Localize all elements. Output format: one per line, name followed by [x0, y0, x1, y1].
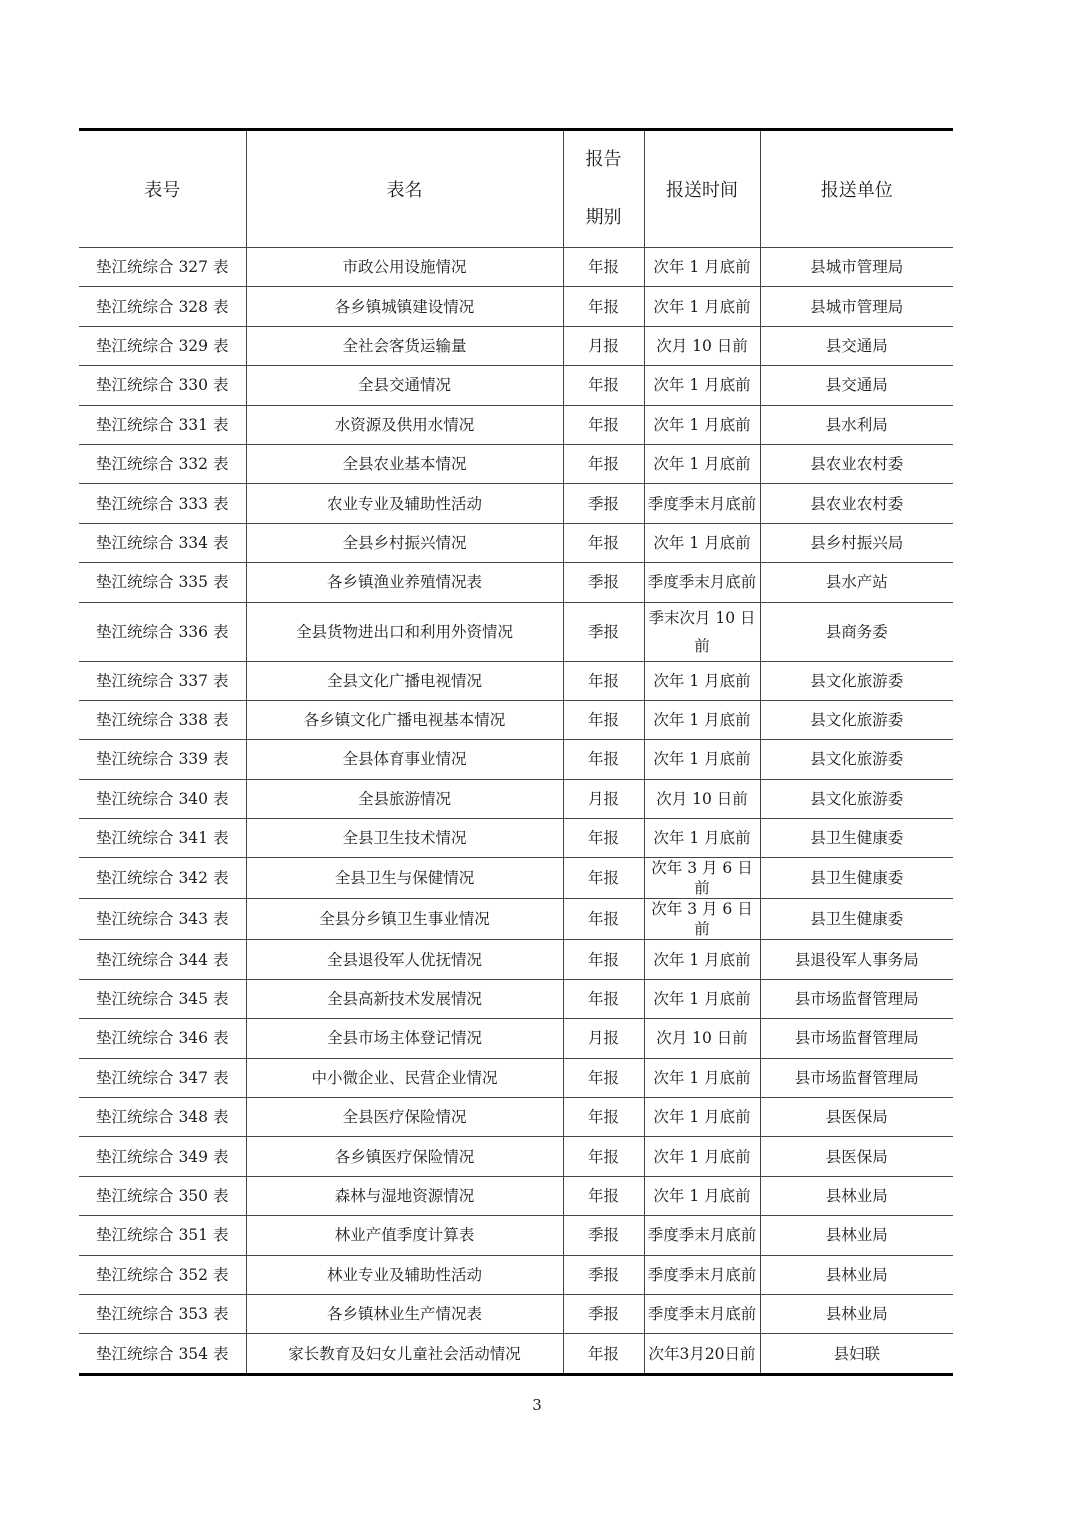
- cell-deadline: 次年 1 月底前: [644, 700, 760, 739]
- cell-form-no: 垫江统综合 342 表: [79, 858, 246, 899]
- cell-form-no: 垫江统综合 331 表: [79, 405, 246, 444]
- cell-form-name: 全县分乡镇卫生事业情况: [246, 899, 563, 940]
- cell-form-name: 家长教育及妇女儿童社会活动情况: [246, 1334, 563, 1374]
- cell-period: 年报: [563, 248, 644, 287]
- cell-form-no: 垫江统综合 344 表: [79, 940, 246, 979]
- header-form-no: 表号: [79, 130, 246, 248]
- cell-deadline: 次年 1 月底前: [644, 740, 760, 779]
- page-number: 3: [532, 1396, 542, 1414]
- cell-unit: 县林业局: [760, 1176, 953, 1215]
- cell-period: 季报: [563, 1294, 644, 1333]
- cell-form-name: 各乡镇文化广播电视基本情况: [246, 700, 563, 739]
- cell-form-no: 垫江统综合 333 表: [79, 484, 246, 523]
- cell-form-no: 垫江统综合 340 表: [79, 779, 246, 818]
- cell-period: 年报: [563, 899, 644, 940]
- table-row: [79, 1098, 953, 1137]
- cell-unit: 县医保局: [760, 1098, 953, 1137]
- cell-deadline: 次年 1 月底前: [644, 1058, 760, 1097]
- cell-unit: 县城市管理局: [760, 287, 953, 326]
- cell-unit: 县林业局: [760, 1255, 953, 1294]
- cell-form-name: 林业专业及辅助性活动: [246, 1255, 563, 1294]
- table-row: [79, 1294, 953, 1333]
- cell-form-no: 垫江统综合 330 表: [79, 366, 246, 405]
- cell-unit: 县交通局: [760, 366, 953, 405]
- cell-form-name: 全县文化广播电视情况: [246, 661, 563, 700]
- report-schedule-table: [79, 128, 953, 1376]
- cell-period: 季报: [563, 1255, 644, 1294]
- cell-form-no: 垫江统综合 327 表: [79, 248, 246, 287]
- cell-form-no: 垫江统综合 348 表: [79, 1098, 246, 1137]
- cell-deadline: 次年 1 月底前: [644, 248, 760, 287]
- cell-form-name: 全县退役军人优抚情况: [246, 940, 563, 979]
- table-row: [79, 287, 953, 326]
- table-row: [79, 248, 953, 287]
- cell-unit: 县卫生健康委: [760, 819, 953, 858]
- cell-unit: 县水利局: [760, 405, 953, 444]
- cell-form-name: 农业专业及辅助性活动: [246, 484, 563, 523]
- table-row: [79, 1137, 953, 1176]
- cell-deadline-text: 季末次月 10 日前: [648, 608, 756, 655]
- table-row: [79, 779, 953, 818]
- cell-form-name: 森林与湿地资源情况: [246, 1176, 563, 1215]
- table-row: [79, 819, 953, 858]
- cell-form-no: 垫江统综合 354 表: [79, 1334, 246, 1374]
- cell-form-no: 垫江统综合 343 表: [79, 899, 246, 940]
- cell-unit: 县农业农村委: [760, 484, 953, 523]
- cell-period: 月报: [563, 1019, 644, 1058]
- cell-period: 年报: [563, 366, 644, 405]
- table-row: [79, 940, 953, 979]
- header-form-name: 表名: [246, 130, 563, 248]
- cell-form-no: 垫江统综合 351 表: [79, 1216, 246, 1255]
- table-body: [79, 248, 953, 1375]
- table-row: [79, 602, 953, 661]
- cell-unit: 县林业局: [760, 1216, 953, 1255]
- table-row: [79, 1058, 953, 1097]
- cell-period: 年报: [563, 1098, 644, 1137]
- cell-unit: 县文化旅游委: [760, 779, 953, 818]
- cell-period: 年报: [563, 979, 644, 1018]
- table-row: [79, 700, 953, 739]
- cell-unit: 县卫生健康委: [760, 858, 953, 899]
- cell-period: 季报: [563, 484, 644, 523]
- cell-period: 年报: [563, 1058, 644, 1097]
- cell-unit: 县文化旅游委: [760, 700, 953, 739]
- table-row: [79, 405, 953, 444]
- cell-unit: 县市场监督管理局: [760, 1058, 953, 1097]
- table-row: [79, 1334, 953, 1374]
- cell-unit: 县市场监督管理局: [760, 979, 953, 1018]
- table-row: [79, 326, 953, 365]
- cell-deadline: 次年 1 月底前: [644, 1137, 760, 1176]
- table-row: [79, 444, 953, 483]
- cell-form-name: 林业产值季度计算表: [246, 1216, 563, 1255]
- table-row: [79, 740, 953, 779]
- cell-form-no: 垫江统综合 349 表: [79, 1137, 246, 1176]
- table-row: [79, 366, 953, 405]
- cell-period: 季报: [563, 602, 644, 661]
- cell-form-no: 垫江统综合 341 表: [79, 819, 246, 858]
- table-row: [79, 1255, 953, 1294]
- table-row: [79, 484, 953, 523]
- cell-period: 年报: [563, 1176, 644, 1215]
- cell-form-no: 垫江统综合 353 表: [79, 1294, 246, 1333]
- table-row: [79, 1176, 953, 1215]
- cell-form-name: 全县农业基本情况: [246, 444, 563, 483]
- cell-form-name: 全县交通情况: [246, 366, 563, 405]
- cell-deadline: 次年 1 月底前: [644, 819, 760, 858]
- cell-period: 年报: [563, 1334, 644, 1374]
- cell-period: 年报: [563, 405, 644, 444]
- cell-form-name: 全县高新技术发展情况: [246, 979, 563, 1018]
- cell-unit: 县城市管理局: [760, 248, 953, 287]
- cell-unit: 县水产站: [760, 563, 953, 602]
- cell-form-name: 全县卫生技术情况: [246, 819, 563, 858]
- cell-deadline: 次年 1 月底前: [644, 444, 760, 483]
- cell-form-no: 垫江统综合 352 表: [79, 1255, 246, 1294]
- cell-unit: 县卫生健康委: [760, 899, 953, 940]
- cell-unit: 县文化旅游委: [760, 740, 953, 779]
- cell-deadline: 次年 1 月底前: [644, 1176, 760, 1215]
- cell-unit: 县市场监督管理局: [760, 1019, 953, 1058]
- table-row: [79, 1019, 953, 1058]
- cell-deadline: 季度季末月底前: [644, 484, 760, 523]
- cell-form-no: 垫江统综合 335 表: [79, 563, 246, 602]
- cell-period: 月报: [563, 326, 644, 365]
- cell-deadline: 季度季末月底前: [644, 1216, 760, 1255]
- cell-form-no: 垫江统综合 338 表: [79, 700, 246, 739]
- cell-unit: 县林业局: [760, 1294, 953, 1333]
- cell-form-name: 各乡镇医疗保险情况: [246, 1137, 563, 1176]
- header-unit: 报送单位: [760, 130, 953, 248]
- cell-deadline: 次月 10 日前: [644, 779, 760, 818]
- cell-form-name: 全县卫生与保健情况: [246, 858, 563, 899]
- cell-period: 年报: [563, 1137, 644, 1176]
- cell-form-no: 垫江统综合 328 表: [79, 287, 246, 326]
- cell-deadline: 次月 10 日前: [644, 326, 760, 365]
- cell-form-name: 全县货物进出口和利用外资情况: [246, 602, 563, 661]
- cell-period: 年报: [563, 858, 644, 899]
- cell-period: 年报: [563, 287, 644, 326]
- cell-period: 年报: [563, 523, 644, 562]
- cell-form-name: 各乡镇林业生产情况表: [246, 1294, 563, 1333]
- cell-deadline: 次年 1 月底前: [644, 661, 760, 700]
- cell-form-name: 各乡镇城镇建设情况: [246, 287, 563, 326]
- cell-deadline: 次年 1 月底前: [644, 405, 760, 444]
- cell-form-no: 垫江统综合 347 表: [79, 1058, 246, 1097]
- cell-deadline: 季度季末月底前: [644, 1294, 760, 1333]
- cell-form-name: 市政公用设施情况: [246, 248, 563, 287]
- cell-period: 月报: [563, 779, 644, 818]
- cell-unit: 县乡村振兴局: [760, 523, 953, 562]
- cell-unit: 县妇联: [760, 1334, 953, 1374]
- cell-form-no: 垫江统综合 339 表: [79, 740, 246, 779]
- cell-form-no: 垫江统综合 336 表: [79, 602, 246, 661]
- table-row: [79, 563, 953, 602]
- cell-period: 年报: [563, 661, 644, 700]
- cell-form-name: 中小微企业、民营企业情况: [246, 1058, 563, 1097]
- cell-deadline: 次月 10 日前: [644, 1019, 760, 1058]
- table-row: [79, 661, 953, 700]
- cell-period: 年报: [563, 740, 644, 779]
- cell-form-no: 垫江统综合 337 表: [79, 661, 246, 700]
- header-period-label: 报告期别: [585, 149, 622, 228]
- cell-form-no: 垫江统综合 350 表: [79, 1176, 246, 1215]
- cell-deadline: 次年 3 月 6 日前: [644, 858, 760, 899]
- cell-unit: 县文化旅游委: [760, 661, 953, 700]
- cell-form-no: 垫江统综合 329 表: [79, 326, 246, 365]
- cell-form-name: 水资源及供用水情况: [246, 405, 563, 444]
- cell-deadline: 次年3月20日前: [644, 1334, 760, 1374]
- cell-unit: 县退役军人事务局: [760, 940, 953, 979]
- table-row: [79, 979, 953, 1018]
- cell-period: 年报: [563, 700, 644, 739]
- cell-deadline: 次年 3 月 6 日前: [644, 899, 760, 940]
- cell-form-name: 全社会客货运输量: [246, 326, 563, 365]
- cell-form-name: 全县市场主体登记情况: [246, 1019, 563, 1058]
- cell-deadline: 次年 1 月底前: [644, 523, 760, 562]
- table-header-row: [79, 130, 953, 248]
- cell-period: 年报: [563, 819, 644, 858]
- cell-deadline: 次年 1 月底前: [644, 940, 760, 979]
- table-row: [79, 523, 953, 562]
- header-deadline: 报送时间: [644, 130, 760, 248]
- cell-period: 季报: [563, 563, 644, 602]
- cell-form-name: 各乡镇渔业养殖情况表: [246, 563, 563, 602]
- cell-deadline: 次年 1 月底前: [644, 1098, 760, 1137]
- cell-form-no: 垫江统综合 345 表: [79, 979, 246, 1018]
- table-row: [79, 1216, 953, 1255]
- cell-deadline: 次年 1 月底前: [644, 287, 760, 326]
- cell-form-name: 全县乡村振兴情况: [246, 523, 563, 562]
- cell-deadline: 季度季末月底前: [644, 1255, 760, 1294]
- cell-form-no: 垫江统综合 332 表: [79, 444, 246, 483]
- cell-unit: 县商务委: [760, 602, 953, 661]
- cell-period: 年报: [563, 940, 644, 979]
- cell-deadline: [644, 602, 760, 661]
- table-row: [79, 858, 953, 899]
- cell-unit: 县农业农村委: [760, 444, 953, 483]
- cell-form-no: 垫江统综合 346 表: [79, 1019, 246, 1058]
- cell-form-name: 全县旅游情况: [246, 779, 563, 818]
- cell-period: 季报: [563, 1216, 644, 1255]
- cell-form-no: 垫江统综合 334 表: [79, 523, 246, 562]
- cell-unit: 县交通局: [760, 326, 953, 365]
- table-row: [79, 899, 953, 940]
- header-period: [563, 130, 644, 248]
- cell-form-name: 全县体育事业情况: [246, 740, 563, 779]
- cell-deadline: 次年 1 月底前: [644, 979, 760, 1018]
- cell-deadline: 季度季末月底前: [644, 563, 760, 602]
- cell-unit: 县医保局: [760, 1137, 953, 1176]
- cell-form-name: 全县医疗保险情况: [246, 1098, 563, 1137]
- cell-period: 年报: [563, 444, 644, 483]
- cell-deadline: 次年 1 月底前: [644, 366, 760, 405]
